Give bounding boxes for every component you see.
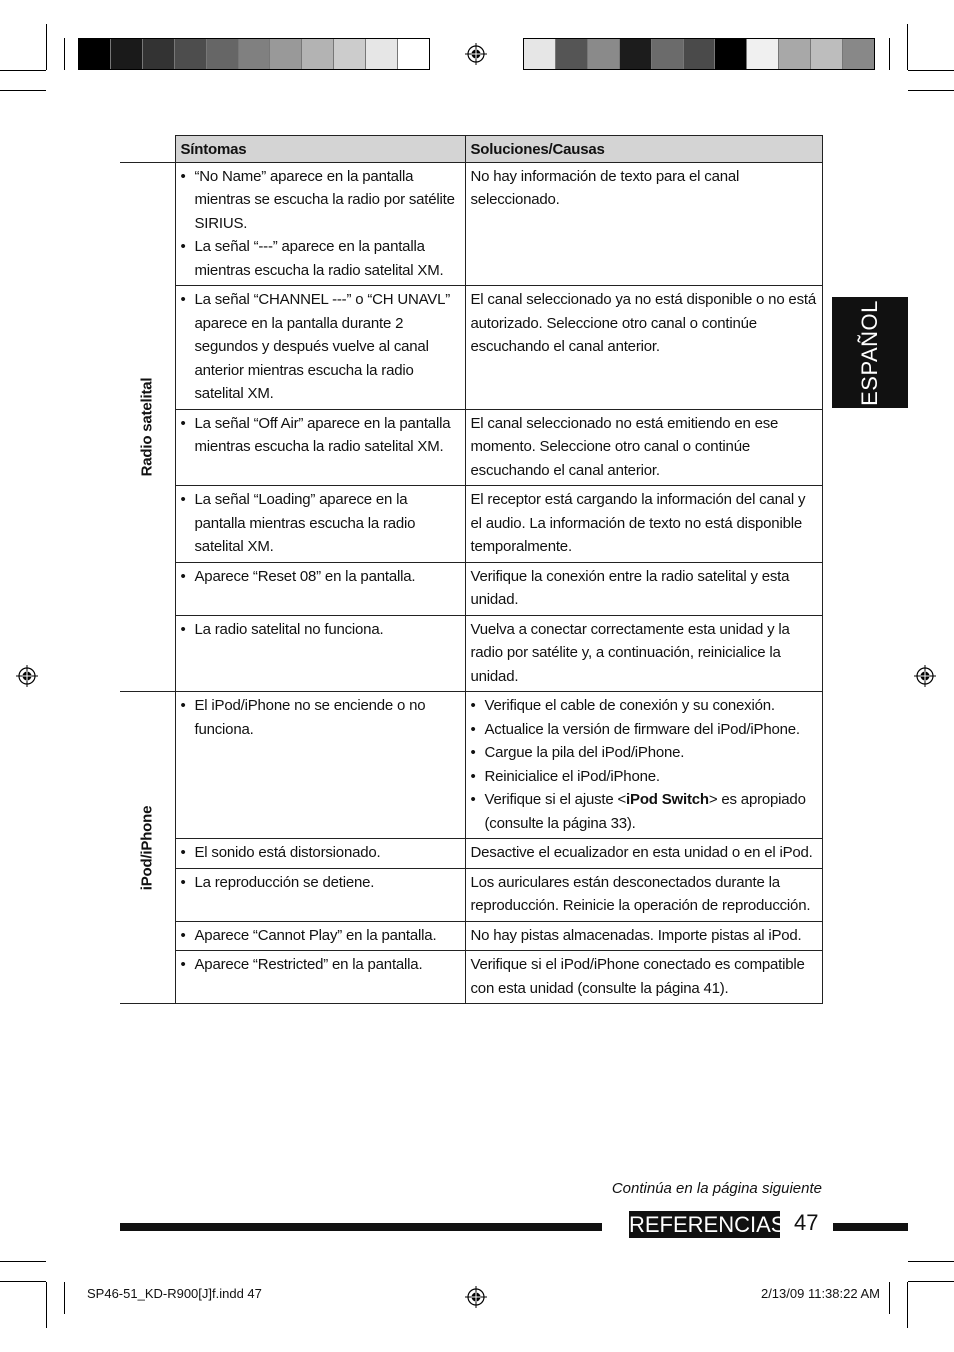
color-swatch xyxy=(79,39,110,69)
crop-mark xyxy=(0,1281,46,1282)
crop-mark xyxy=(0,1261,46,1262)
table-row xyxy=(120,486,822,563)
symptom-cell xyxy=(175,409,465,486)
color-swatch xyxy=(269,39,301,69)
crop-mark xyxy=(908,1261,954,1262)
solution-cell: El canal seleccionado ya no está disponible o no está autorizado. Seleccione otro canal o continúe escuchando el canal anterior. xyxy=(465,286,822,410)
language-tab-label: ESPAÑOL xyxy=(857,299,882,406)
symptom-cell xyxy=(175,692,465,839)
symptom-item: • La señal “Off Air” aparece en la pantalla mientras escucha la radio satelital XM. xyxy=(195,412,460,459)
symptom-item: • Aparece “Restricted” en la pantalla. xyxy=(195,953,460,977)
solution-cell: Los auriculares están desconectados durante la reproducción. Reinicie la operación de reproducción. xyxy=(465,868,822,921)
color-swatch xyxy=(714,39,746,69)
color-swatch xyxy=(778,39,810,69)
crop-mark xyxy=(46,24,47,70)
symptom-cell xyxy=(175,162,465,286)
crop-mark xyxy=(889,1282,890,1314)
category-cell-radio-satelital xyxy=(120,162,175,692)
color-swatch xyxy=(683,39,715,69)
registration-mark-icon xyxy=(16,665,38,687)
symptom-item: • La reproducción se detiene. xyxy=(195,871,460,895)
category-label: Radio satelital xyxy=(138,377,156,477)
symptom-cell xyxy=(175,951,465,1004)
solution-cell: Desactive el ecualizador en esta unidad o en el iPod. xyxy=(465,839,822,869)
table-row xyxy=(120,162,822,286)
table-row xyxy=(120,951,822,1004)
color-swatch xyxy=(651,39,683,69)
table-row xyxy=(120,409,822,486)
solution-item: • Reinicialice el iPod/iPhone. xyxy=(485,765,817,789)
registration-mark-icon xyxy=(465,43,487,65)
symptom-cell xyxy=(175,921,465,951)
color-swatch xyxy=(555,39,587,69)
symptom-item: • La señal “---” aparece en la pantalla mientras escucha la radio satelital XM. xyxy=(195,235,460,282)
section-label: REFERENCIAS xyxy=(629,1212,786,1237)
crop-mark xyxy=(0,90,46,91)
symptom-item: • “No Name” aparece en la pantalla mientras se escucha la radio por satélite SIRIUS. xyxy=(195,165,460,236)
slug-datetime: 2/13/09 11:38:22 AM xyxy=(760,1286,880,1301)
table-row xyxy=(120,562,822,615)
color-swatch xyxy=(587,39,619,69)
solution-item xyxy=(485,788,817,835)
crop-mark xyxy=(64,38,65,70)
color-swatch xyxy=(142,39,174,69)
footer-rule-right xyxy=(833,1223,908,1231)
symptom-cell xyxy=(175,868,465,921)
symptom-item: • La señal “Loading” aparece en la pantalla mientras escucha la radio satelital XM. xyxy=(195,488,460,559)
category-label: iPod/iPhone xyxy=(138,805,156,890)
page-number: 47 xyxy=(794,1210,819,1235)
color-swatch xyxy=(238,39,270,69)
solution-cell: El canal seleccionado no está emitiendo en ese momento. Seleccione otro canal o continúe escuchando el canal anterior. xyxy=(465,409,822,486)
table-row xyxy=(120,692,822,839)
symptom-cell xyxy=(175,562,465,615)
solution-cell: Verifique la conexión entre la radio satelital y esta unidad. xyxy=(465,562,822,615)
solution-item: • Actualice la versión de firmware del iPod/iPhone. xyxy=(485,718,817,742)
solution-cell: Verifique si el iPod/iPhone conectado es compatible con esta unidad (consulte la página 41). xyxy=(465,951,822,1004)
color-swatch xyxy=(524,39,555,69)
crop-mark xyxy=(889,38,890,70)
color-swatch xyxy=(110,39,142,69)
color-swatch xyxy=(746,39,778,69)
setting-name-ipod-switch: iPod Switch xyxy=(626,791,709,808)
continue-note: Continúa en la página siguiente xyxy=(611,1180,822,1197)
table-header-symptoms: Síntomas xyxy=(175,136,465,163)
table-row xyxy=(120,921,822,951)
symptom-cell xyxy=(175,615,465,692)
symptom-item: • El sonido está distorsionado. xyxy=(195,841,460,865)
symptom-item: • El iPod/iPhone no se enciende o no funciona. xyxy=(195,694,460,741)
solution-cell: Vuelva a conectar correctamente esta unidad y la radio por satélite y, a continuación, reinicialice la unidad. xyxy=(465,615,822,692)
crop-mark xyxy=(907,1282,908,1328)
solution-item: • Verifique el cable de conexión y su conexión. xyxy=(485,694,817,718)
solution-text: > es apropiado (consulte la página 33). xyxy=(484,791,806,832)
color-swatch xyxy=(842,39,874,69)
solution-cell xyxy=(465,692,822,839)
solution-cell: No hay pistas almacenadas. Importe pistas al iPod. xyxy=(465,921,822,951)
crop-mark xyxy=(908,70,954,71)
color-swatch xyxy=(206,39,238,69)
crop-mark xyxy=(64,1282,65,1314)
crop-mark xyxy=(907,24,908,70)
color-swatch xyxy=(333,39,365,69)
symptom-item: • La radio satelital no funciona. xyxy=(195,618,460,642)
solution-text: Verifique si el ajuste < xyxy=(484,791,627,808)
registration-mark-icon xyxy=(465,1286,487,1308)
solution-item: • Cargue la pila del iPod/iPhone. xyxy=(485,741,817,765)
table-row xyxy=(120,615,822,692)
crop-mark xyxy=(908,90,954,91)
table-header-blank xyxy=(120,136,175,163)
table-row xyxy=(120,286,822,410)
symptom-cell xyxy=(175,486,465,563)
table-row xyxy=(120,868,822,921)
slug-filename: SP46-51_KD-R900[J]f.indd 47 xyxy=(87,1286,262,1301)
symptom-cell xyxy=(175,839,465,869)
table-header-solutions: Soluciones/Causas xyxy=(465,136,822,163)
color-calibration-bar-right xyxy=(523,38,875,70)
color-swatch xyxy=(301,39,333,69)
color-calibration-bar-left xyxy=(78,38,430,70)
solution-cell: El receptor está cargando la información del canal y el audio. La información de texto no está disponible temporalmente. xyxy=(465,486,822,563)
language-tab xyxy=(832,297,908,408)
crop-mark xyxy=(46,1282,47,1328)
symptom-cell xyxy=(175,286,465,410)
crop-mark xyxy=(908,1281,954,1282)
category-cell-ipod-iphone xyxy=(120,692,175,1004)
symptom-item: • La señal “CHANNEL ---” o “CH UNAVL” aparece en la pantalla durante 2 segundos y después vuelve al canal anterior mientras escucha la radio satelital XM. xyxy=(195,288,460,406)
color-swatch xyxy=(365,39,397,69)
table-row xyxy=(120,839,822,869)
color-swatch xyxy=(810,39,842,69)
registration-mark-icon xyxy=(914,665,936,687)
footer-rule-left xyxy=(120,1223,602,1231)
troubleshooting-table xyxy=(120,135,823,1004)
crop-mark xyxy=(0,70,46,71)
symptom-item: • Aparece “Cannot Play” en la pantalla. xyxy=(195,924,460,948)
solution-cell: No hay información de texto para el canal seleccionado. xyxy=(465,162,822,286)
symptom-item: • Aparece “Reset 08” en la pantalla. xyxy=(195,565,460,589)
color-swatch xyxy=(397,39,429,69)
color-swatch xyxy=(174,39,206,69)
color-swatch xyxy=(619,39,651,69)
